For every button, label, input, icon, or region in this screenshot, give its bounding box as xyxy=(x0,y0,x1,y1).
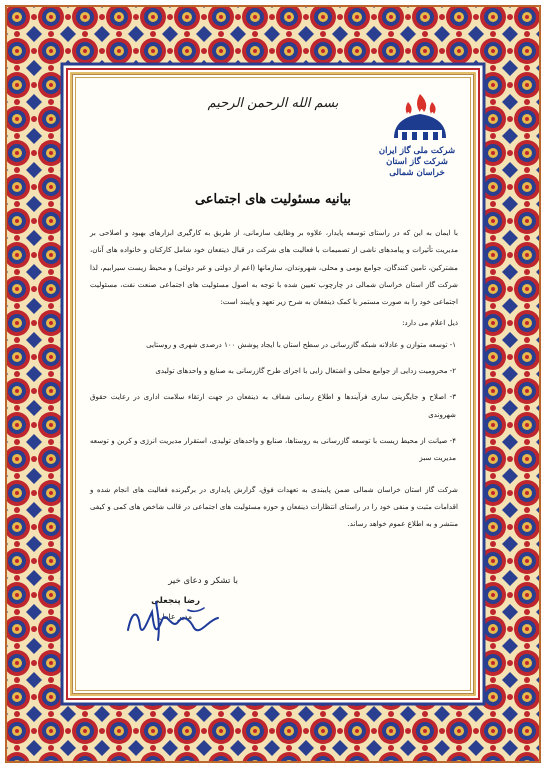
signatory-name: رضا پنجعلی xyxy=(151,596,200,606)
company-name-line2: شرکت گاز استان خراسان شمالی xyxy=(386,157,448,178)
list-intro: ذیل اعلام می دارد: xyxy=(402,318,458,328)
handwritten-signature xyxy=(118,590,228,644)
commitment-list xyxy=(90,336,458,467)
list-item: ۳- اصلاح و جایگزینی سازی فرآیندها و اطلاع رسانی شفاف به ذینفعان در جهت ارتقاء سلامت اداری در رعایت حقوق شهروندی xyxy=(90,392,456,419)
company-name xyxy=(372,146,462,179)
signature-salutation: با تشکر و دعای خیر xyxy=(168,576,238,586)
closing-paragraph: شرکت گاز استان خراسان شمالی ضمن پایبندی به تعهدات فوق، گزارش پایداری در برگیرنده فعالیت های انجام شده و اقدامات مثبت و منفی خود را در راستای انتظارات ذینفعان و حوزه مسئولیت های اجتماعی در قالب شاخص های کمی و کیفی منتشر و به اطلاع عموم خواهد رساند. xyxy=(90,484,458,529)
company-name-line1: شرکت ملی گاز ایران xyxy=(378,146,456,156)
signatory-role: مدیر عامل xyxy=(158,612,192,621)
signature-block xyxy=(118,576,278,666)
document-title: بیانیه مسئولیت های اجتماعی xyxy=(194,192,352,207)
document-body xyxy=(90,224,458,532)
list-item: ۲- محرومیت زدایی از جوامع محلی و اشتغال زایی با اجرای طرح گازرسانی به صنایع و واحدهای تولیدی xyxy=(155,366,456,376)
company-logo xyxy=(374,88,466,178)
document-content xyxy=(88,88,458,680)
body-paragraph: با ایمان به این که در راستای توسعه پایدار، علاوه بر وظایف سازمانی، از طریق به کارگیری ابزارهای بهبود و اصلاحی بر مدیریت تأثیرات و پیامدهای ناشی از تصمیمات با فعالیت های شرکت در قبال ذینفعان خود شامل کارکنان و خانواده های آنان، مشترکین، تامین کنندگان، جوامع بومی و محلی، شهروندان، سازمانها (اعم از دولتی و غیر دولتی) و محیط زیست سیرابیم، لذا شرکت گاز استان خراسان شمالی در چارچوب تعیین شده با توجه به اصول مسئولیت های اجتماعی صنعت نفت، مسئولیت اجتماعی خود را به صورت مستمر با کمک ذینفعان به شرح زیر تعهد و پایبند است: xyxy=(90,228,458,307)
bismillah-heading: بسم الله الرحمن الرحیم xyxy=(207,96,339,111)
list-item: ۴- صیانت از محیط زیست با توسعه گازرسانی به روستاها، صنایع و واحدهای تولیدی، استقرار مدیریت انرژی و کربن و توسعه مدیریت سبز xyxy=(90,435,456,463)
flame-logo-icon xyxy=(374,88,466,148)
list-item: ۱- توسعه متوازن و عادلانه شبکه گازرسانی در سطح استان با ایجاد پوشش ۱۰۰ درصدی شهری و روستایی xyxy=(146,339,456,349)
